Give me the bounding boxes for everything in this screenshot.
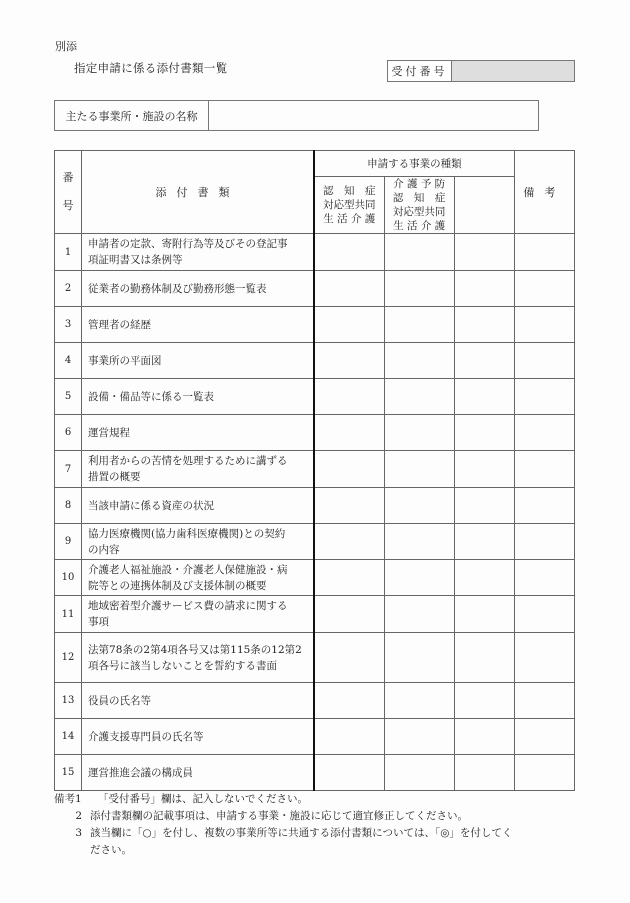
header-kind-blank xyxy=(454,177,514,234)
receipt-number-field[interactable] xyxy=(452,61,574,81)
facility-name-label: 主たる事業所・施設の名称 xyxy=(55,101,209,130)
table-row xyxy=(55,451,575,488)
header-number: 番 号 xyxy=(55,151,82,234)
kind-blank-cell[interactable] xyxy=(454,343,514,379)
receipt-number-label: 受付番号 xyxy=(388,61,452,81)
kind-dementia-cell[interactable] xyxy=(314,755,384,791)
receipt-number-box xyxy=(387,60,575,82)
remarks-cell[interactable] xyxy=(514,271,574,307)
remarks-cell[interactable] xyxy=(514,379,574,415)
table-row xyxy=(55,343,575,379)
note-1-text: 「受付番号」欄は、記入しないでください。 xyxy=(98,793,308,805)
kind-dementia-cell[interactable] xyxy=(314,343,384,379)
document-name-line: の内容 xyxy=(88,543,120,556)
remarks-cell[interactable] xyxy=(514,683,574,719)
table-row xyxy=(55,415,575,451)
remarks-cell[interactable] xyxy=(514,633,574,683)
table-row xyxy=(55,560,575,596)
document-name-line: 役員の氏名等 xyxy=(88,694,152,707)
note-3-continuation: ださい。 xyxy=(90,844,132,856)
kind-preventive-cell[interactable] xyxy=(384,307,454,343)
document-name xyxy=(82,596,314,633)
facility-name-field[interactable] xyxy=(209,101,538,130)
table-row xyxy=(55,271,575,307)
kind-preventive-cell[interactable] xyxy=(384,596,454,633)
document-name-line: 地域密着型介護サービス費の請求に関する xyxy=(88,600,288,612)
kind-preventive-cell[interactable] xyxy=(384,379,454,415)
document-name-line: 事項 xyxy=(88,616,110,628)
kind-preventive-cell[interactable] xyxy=(384,719,454,755)
kind-blank-cell[interactable] xyxy=(454,683,514,719)
remarks-cell[interactable] xyxy=(514,307,574,343)
kind-blank-cell[interactable] xyxy=(454,379,514,415)
document-name-line: 法第78条の2第4項各号又は第115条の12第2 xyxy=(88,643,302,656)
kind-preventive-cell[interactable] xyxy=(384,488,454,524)
remarks-cell[interactable] xyxy=(514,719,574,755)
kind-blank-cell[interactable] xyxy=(454,633,514,683)
header-remarks: 備考 xyxy=(514,151,574,234)
table-row xyxy=(55,719,575,755)
row-number: 8 xyxy=(55,488,82,524)
kind-dementia-cell[interactable] xyxy=(314,271,384,307)
remarks-cell[interactable] xyxy=(514,415,574,451)
table-row xyxy=(55,379,575,415)
document-name-line: 協力医療機関(協力歯科医療機関)との契約 xyxy=(88,527,286,540)
kind-blank-cell[interactable] xyxy=(454,560,514,596)
kind-preventive-cell[interactable] xyxy=(384,560,454,596)
notes-section xyxy=(54,791,594,859)
document-name-line: 項証明書又は条例等 xyxy=(88,254,183,266)
row-number: 13 xyxy=(55,683,82,719)
kind-preventive-cell[interactable] xyxy=(384,755,454,791)
table-row xyxy=(55,488,575,524)
row-number: 5 xyxy=(55,379,82,415)
kind-dementia-cell[interactable] xyxy=(314,415,384,451)
document-name-line: 当該申請に係る資産の状況 xyxy=(88,499,215,512)
row-number: 15 xyxy=(55,755,82,791)
annex-label: 別添 xyxy=(55,40,77,53)
row-number: 9 xyxy=(55,524,82,560)
kind-preventive-cell[interactable] xyxy=(384,415,454,451)
kind-blank-cell[interactable] xyxy=(454,451,514,488)
document-name xyxy=(82,755,314,791)
kind-blank-cell[interactable] xyxy=(454,596,514,633)
kind-preventive-cell[interactable] xyxy=(384,683,454,719)
kind-dementia-cell[interactable] xyxy=(314,307,384,343)
row-number: 2 xyxy=(55,271,82,307)
table-row xyxy=(55,683,575,719)
row-number: 10 xyxy=(55,560,82,596)
attachment-documents-table xyxy=(54,150,575,791)
document-name-line: 設備・備品等に係る一覧表 xyxy=(88,390,215,403)
document-name-line: 運営推進会議の構成員 xyxy=(88,766,194,779)
header-document: 添付書類 xyxy=(82,151,314,234)
document-name xyxy=(82,683,314,719)
document-name-line: 申請者の定款、寄附行為等及びその登記事 xyxy=(88,238,288,250)
document-name-line: 利用者からの苦情を処理するために講ずる xyxy=(88,455,288,467)
kind-blank-cell[interactable] xyxy=(454,234,514,271)
table-row xyxy=(55,307,575,343)
table-row xyxy=(55,596,575,633)
kind-preventive-cell[interactable] xyxy=(384,633,454,683)
kind-blank-cell[interactable] xyxy=(454,524,514,560)
document-name-line: 事業所の平面図 xyxy=(88,354,162,367)
notes-label: 備考1 xyxy=(54,793,82,805)
document-title: 指定申請に係る添付書類一覧 xyxy=(74,61,228,75)
header-kind-preventive-dementia-group-living: 介 護 予 防 認 知 症 対応型共同 生 活 介 護 xyxy=(384,177,454,234)
note-2-text: 添付書類欄の記載事項は、申請する事業・施設に応じて適宜修正してください。 xyxy=(90,810,468,822)
kind-preventive-cell[interactable] xyxy=(384,524,454,560)
kind-blank-cell[interactable] xyxy=(454,415,514,451)
kind-dementia-cell[interactable] xyxy=(314,596,384,633)
document-name xyxy=(82,307,314,343)
kind-dementia-cell[interactable] xyxy=(314,524,384,560)
document-name-line: 介護支援専門員の氏名等 xyxy=(88,730,204,743)
row-number: 12 xyxy=(55,633,82,683)
document-name xyxy=(82,234,314,271)
document-name-line: 措置の概要 xyxy=(88,471,141,483)
kind-blank-cell[interactable] xyxy=(454,719,514,755)
document-name-line: 院等との連携体制及び支援体制の概要 xyxy=(88,579,267,592)
note-2-number: 2 xyxy=(75,810,82,822)
remarks-cell[interactable] xyxy=(514,524,574,560)
document-name xyxy=(82,524,314,560)
table-row xyxy=(55,234,575,271)
row-number: 7 xyxy=(55,451,82,488)
document-name xyxy=(82,560,314,596)
kind-blank-cell[interactable] xyxy=(454,307,514,343)
remarks-cell[interactable] xyxy=(514,560,574,596)
document-name xyxy=(82,488,314,524)
document-name xyxy=(82,451,314,488)
row-number: 3 xyxy=(55,307,82,343)
kind-dementia-cell[interactable] xyxy=(314,488,384,524)
remarks-cell[interactable] xyxy=(514,488,574,524)
kind-blank-cell[interactable] xyxy=(454,271,514,307)
row-number: 4 xyxy=(55,343,82,379)
row-number: 11 xyxy=(55,596,82,633)
remarks-cell[interactable] xyxy=(514,596,574,633)
kind-dementia-cell[interactable] xyxy=(314,379,384,415)
row-number: 14 xyxy=(55,719,82,755)
kind-dementia-cell[interactable] xyxy=(314,633,384,683)
table-row xyxy=(55,755,575,791)
document-name xyxy=(82,633,314,683)
row-number: 6 xyxy=(55,415,82,451)
kind-dementia-cell[interactable] xyxy=(314,719,384,755)
facility-name-box xyxy=(54,100,539,131)
kind-dementia-cell[interactable] xyxy=(314,560,384,596)
kind-blank-cell[interactable] xyxy=(454,488,514,524)
kind-preventive-cell[interactable] xyxy=(384,234,454,271)
table-row xyxy=(55,633,575,683)
row-number: 1 xyxy=(55,234,82,271)
kind-dementia-cell[interactable] xyxy=(314,451,384,488)
remarks-cell[interactable] xyxy=(514,234,574,271)
document-name-line: 介護老人福祉施設・介護老人保健施設・病 xyxy=(88,563,288,576)
kind-dementia-cell[interactable] xyxy=(314,234,384,271)
kind-dementia-cell[interactable] xyxy=(314,683,384,719)
remarks-cell[interactable] xyxy=(514,343,574,379)
document-name xyxy=(82,379,314,415)
header-service-kinds: 申請する事業の種類 xyxy=(314,151,514,177)
document-name xyxy=(82,415,314,451)
kind-preventive-cell[interactable] xyxy=(384,343,454,379)
document-name-line: 管理者の経歴 xyxy=(88,318,152,331)
kind-preventive-cell[interactable] xyxy=(384,451,454,488)
document-name-line: 運営規程 xyxy=(88,426,131,439)
document-name-line: 従業者の勤務体制及び勤務形態一覧表 xyxy=(88,282,267,295)
note-3-text: 該当欄に「○」を付し、複数の事業所等に共通する添付書類については、「◎」を付してく xyxy=(90,827,513,839)
note-3-number: 3 xyxy=(75,827,82,839)
remarks-cell[interactable] xyxy=(514,755,574,791)
document-name-line: 項各号に該当しないことを誓約する書面 xyxy=(88,659,278,672)
document-name xyxy=(82,271,314,307)
document-name xyxy=(82,719,314,755)
table-row xyxy=(55,524,575,560)
header-kind-dementia-group-living: 認 知 症 対応型共同 生 活 介 護 xyxy=(314,177,384,234)
kind-blank-cell[interactable] xyxy=(454,755,514,791)
kind-preventive-cell[interactable] xyxy=(384,271,454,307)
remarks-cell[interactable] xyxy=(514,451,574,488)
document-name xyxy=(82,343,314,379)
